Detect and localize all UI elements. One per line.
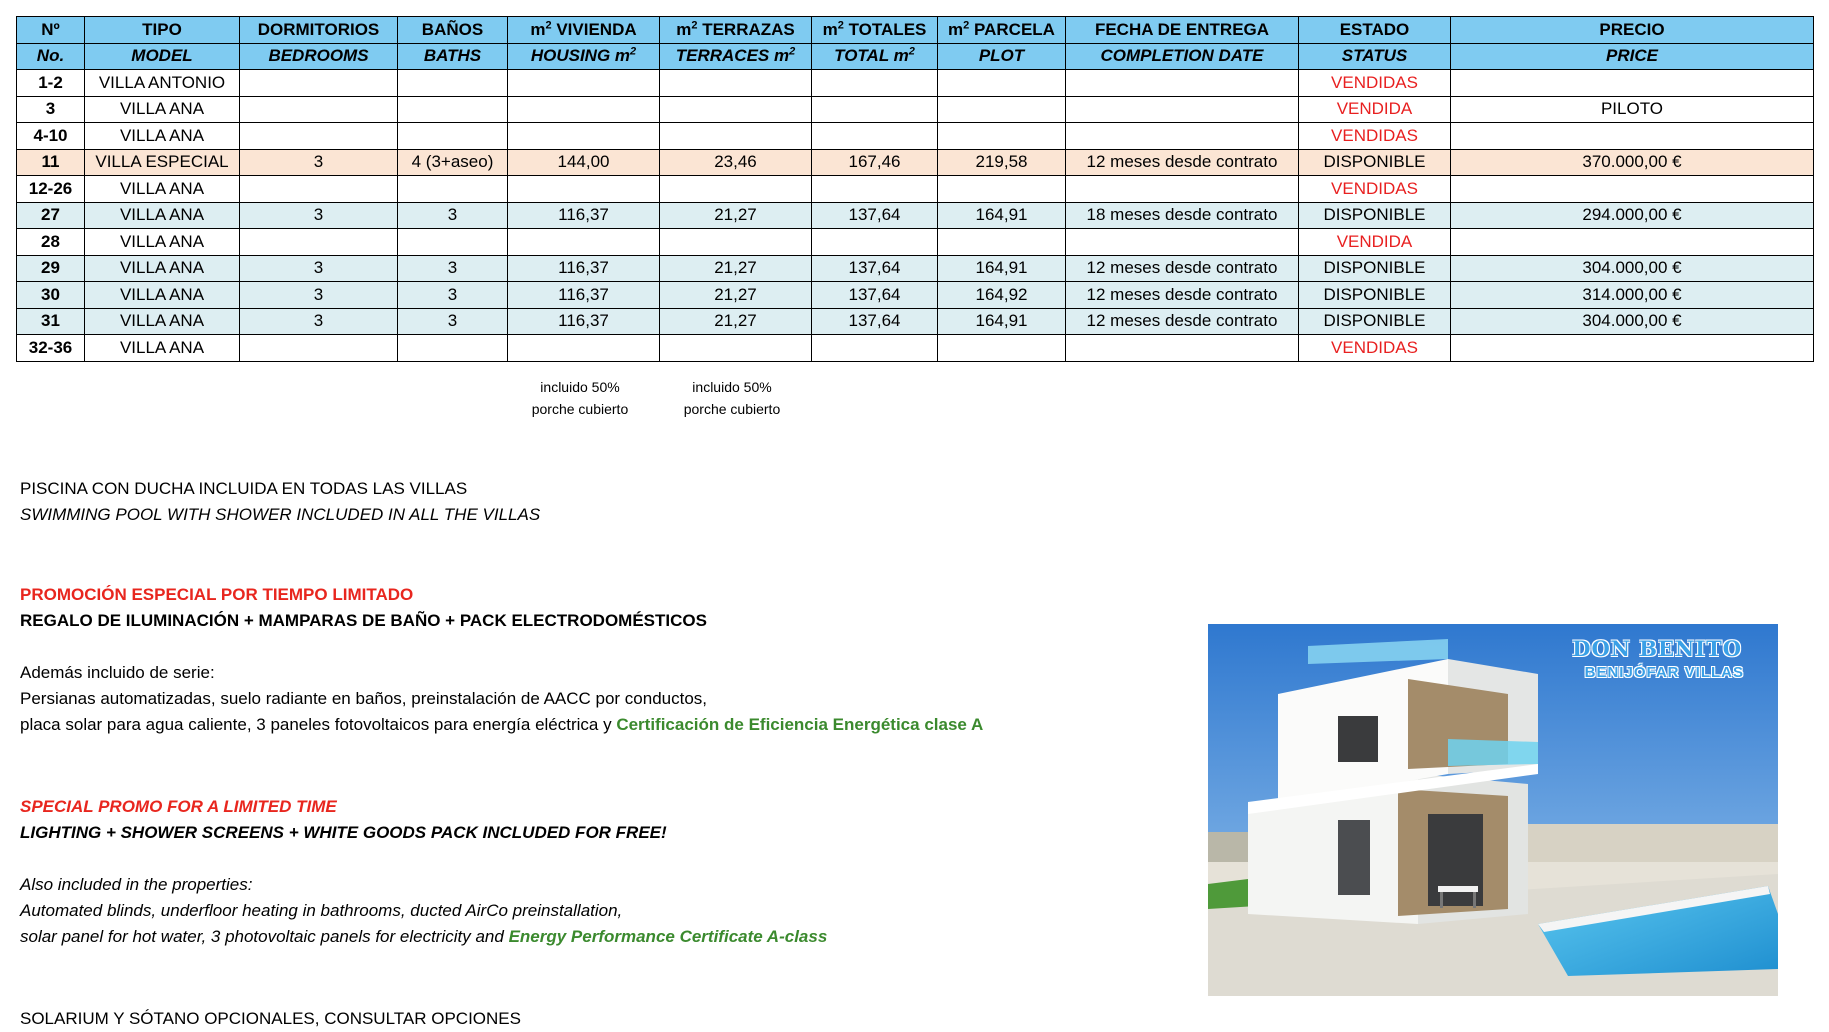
cell-price: 294.000,00 € (1451, 202, 1814, 229)
table-row (17, 229, 1814, 256)
cell-status: DISPONIBLE (1299, 255, 1451, 282)
cell-terraces (660, 123, 812, 150)
cell-no: 12-26 (17, 176, 85, 203)
table-row (17, 308, 1814, 335)
cell-bedrooms (240, 96, 398, 123)
promo-en-intro: Also included in the properties: (20, 875, 253, 894)
note-line: incluido 50% (692, 379, 772, 395)
promo-en-line2: solar panel for hot water, 3 photovoltaic panels for electricity and Energy Performance Certificate A-class (20, 927, 828, 946)
col-header: BATHS (398, 43, 508, 70)
col-header: HOUSING $m^2$ (508, 43, 660, 70)
cell-completion: 12 meses desde contrato (1066, 308, 1299, 335)
cell-total (812, 96, 938, 123)
col-header: $m^2$ VIVIENDA (508, 17, 660, 44)
promo-es-title: PROMOCIÓN ESPECIAL POR TIEMPO LIMITADO (20, 585, 414, 604)
col-header: STATUS (1299, 43, 1451, 70)
cell-model: VILLA ESPECIAL (85, 149, 240, 176)
cell-model: VILLA ANA (85, 176, 240, 203)
cell-price (1451, 335, 1814, 362)
cell-total: 137,64 (812, 282, 938, 309)
cell-plot (938, 70, 1066, 97)
cell-bedrooms: 3 (240, 149, 398, 176)
cell-terraces: 21,27 (660, 308, 812, 335)
table-row (17, 149, 1814, 176)
cell-model: VILLA ANA (85, 308, 240, 335)
cell-housing (508, 229, 660, 256)
cell-completion: 18 meses desde contrato (1066, 202, 1299, 229)
cell-plot (938, 123, 1066, 150)
col-header: MODEL (85, 43, 240, 70)
cell-no: 3 (17, 96, 85, 123)
cell-price: 370.000,00 € (1451, 149, 1814, 176)
cell-housing (508, 335, 660, 362)
col-header: FECHA DE ENTREGA (1066, 17, 1299, 44)
table (1438, 886, 1478, 892)
cell-completion (1066, 123, 1299, 150)
col-header: PLOT (938, 43, 1066, 70)
cell-bedrooms (240, 229, 398, 256)
col-header: DORMITORIOS (240, 17, 398, 44)
cell-plot (938, 96, 1066, 123)
col-header: $m^2$ TERRAZAS (660, 17, 812, 44)
pool-section (20, 476, 540, 528)
pool-text-en: SWIMMING POOL WITH SHOWER INCLUDED IN ALL THE VILLAS (20, 505, 541, 524)
cell-total (812, 123, 938, 150)
cell-model: VILLA ANA (85, 255, 240, 282)
col-header: COMPLETION DATE (1066, 43, 1299, 70)
cell-completion (1066, 335, 1299, 362)
cell-bedrooms (240, 176, 398, 203)
cell-baths (398, 123, 508, 150)
villa-photo (1208, 624, 1778, 996)
cell-price: 304.000,00 € (1451, 308, 1814, 335)
promo-en-title: SPECIAL PROMO FOR A LIMITED TIME (20, 797, 337, 816)
table-row (17, 335, 1814, 362)
cell-no: 29 (17, 255, 85, 282)
cell-no: 4-10 (17, 123, 85, 150)
cell-terraces (660, 176, 812, 203)
table-body (17, 70, 1814, 362)
cell-price (1451, 70, 1814, 97)
promo-es-line1: Persianas automatizadas, suelo radiante en baños, preinstalación de AACC por conductos, (20, 689, 708, 708)
table-leg (1440, 892, 1443, 908)
table-row (17, 282, 1814, 309)
col-header: BAÑOS (398, 17, 508, 44)
cell-baths: 3 (398, 282, 508, 309)
cell-no: 27 (17, 202, 85, 229)
solarium-text: SOLARIUM Y SÓTANO OPCIONALES, CONSULTAR OPCIONES (20, 1009, 521, 1028)
cell-plot: 164,92 (938, 282, 1066, 309)
cell-price (1451, 229, 1814, 256)
cell-housing: 116,37 (508, 255, 660, 282)
cell-status: DISPONIBLE (1299, 202, 1451, 229)
cell-status: VENDIDA (1299, 229, 1451, 256)
balcony-glass (1448, 739, 1538, 766)
col-header: PRICE (1451, 43, 1814, 70)
cell-price: PILOTO (1451, 96, 1814, 123)
cell-bedrooms: 3 (240, 282, 398, 309)
promo-es-line2: placa solar para agua caliente, 3 paneles fotovoltaicos para energía eléctrica y Certificación de Eficiencia Energética clase A (20, 715, 984, 734)
promo-es-subtitle: REGALO DE ILUMINACIÓN + MAMPARAS DE BAÑO + PACK ELECTRODOMÉSTICOS (20, 611, 707, 630)
promo-en-subtitle: LIGHTING + SHOWER SCREENS + WHITE GOODS PACK INCLUDED FOR FREE! (20, 823, 667, 842)
cell-no: 28 (17, 229, 85, 256)
cell-plot: 219,58 (938, 149, 1066, 176)
cell-bedrooms: 3 (240, 202, 398, 229)
cell-housing: 144,00 (508, 149, 660, 176)
table-row (17, 96, 1814, 123)
terraces-note (664, 376, 800, 420)
col-header: PRECIO (1451, 17, 1814, 44)
cell-price: 304.000,00 € (1451, 255, 1814, 282)
cell-completion (1066, 96, 1299, 123)
col-header: BEDROOMS (240, 43, 398, 70)
cell-terraces: 23,46 (660, 149, 812, 176)
cell-baths (398, 229, 508, 256)
col-header: ESTADO (1299, 17, 1451, 44)
promo-es-intro: Además incluido de serie: (20, 663, 215, 682)
cell-status: VENDIDAS (1299, 70, 1451, 97)
note-line: incluido 50% (540, 379, 620, 395)
pool-text-es: PISCINA CON DUCHA INCLUIDA EN TODAS LAS VILLAS (20, 479, 468, 498)
table-header (17, 17, 1814, 70)
cell-baths: 3 (398, 308, 508, 335)
cell-terraces (660, 229, 812, 256)
cell-baths: 3 (398, 202, 508, 229)
promo-en-line1: Automated blinds, underfloor heating in bathrooms, ducted AirCo preinstallation, (20, 901, 623, 920)
cell-bedrooms: 3 (240, 255, 398, 282)
col-header: TIPO (85, 17, 240, 44)
cell-price: 314.000,00 € (1451, 282, 1814, 309)
cell-total: 137,64 (812, 308, 938, 335)
distant-town (1528, 824, 1778, 862)
cell-plot (938, 335, 1066, 362)
cell-status: VENDIDAS (1299, 176, 1451, 203)
cell-housing (508, 70, 660, 97)
cell-terraces: 21,27 (660, 255, 812, 282)
cell-baths (398, 96, 508, 123)
cell-status: DISPONIBLE (1299, 282, 1451, 309)
cell-price (1451, 123, 1814, 150)
cell-model: VILLA ANA (85, 96, 240, 123)
cell-terraces (660, 70, 812, 97)
logo-subtext: BENIJÓFAR VILLAS (1584, 664, 1744, 681)
cell-plot (938, 176, 1066, 203)
cell-baths: 3 (398, 255, 508, 282)
table-leg (1473, 892, 1476, 908)
cell-completion: 12 meses desde contrato (1066, 255, 1299, 282)
header-row-es (17, 17, 1814, 44)
cell-total: 137,64 (812, 255, 938, 282)
cell-terraces (660, 96, 812, 123)
cell-terraces: 21,27 (660, 282, 812, 309)
promo-es-cert: Certificación de Eficiencia Energética clase A (616, 715, 984, 734)
col-header: $m^2$ TOTALES (812, 17, 938, 44)
cell-housing (508, 176, 660, 203)
promo-en-section (20, 794, 827, 950)
cell-status: VENDIDA (1299, 96, 1451, 123)
cell-total (812, 335, 938, 362)
cell-baths (398, 176, 508, 203)
cell-total (812, 70, 938, 97)
note-line: porche cubierto (531, 401, 629, 417)
cell-model: VILLA ANA (85, 202, 240, 229)
col-header: Nº (17, 17, 85, 44)
cell-model: VILLA ANA (85, 229, 240, 256)
cell-bedrooms (240, 123, 398, 150)
cell-status: VENDIDAS (1299, 123, 1451, 150)
col-header: TOTAL $m^2$ (812, 43, 938, 70)
cell-model: VILLA ANA (85, 282, 240, 309)
table-row (17, 255, 1814, 282)
cell-no: 11 (17, 149, 85, 176)
cell-housing: 116,37 (508, 282, 660, 309)
cell-baths (398, 70, 508, 97)
cell-total: 137,64 (812, 202, 938, 229)
upper-window (1338, 716, 1378, 762)
cell-bedrooms: 3 (240, 308, 398, 335)
cell-completion (1066, 70, 1299, 97)
header-row-en (17, 43, 1814, 70)
cell-housing: 116,37 (508, 202, 660, 229)
col-header: $m^2$ PARCELA (938, 17, 1066, 44)
cell-plot (938, 229, 1066, 256)
promo-en-cert: Energy Performance Certificate A-class (508, 927, 828, 946)
cell-total (812, 176, 938, 203)
cell-plot: 164,91 (938, 255, 1066, 282)
cell-baths (398, 335, 508, 362)
table-row (17, 123, 1814, 150)
cell-housing: 116,37 (508, 308, 660, 335)
col-header: TERRACES $m^2$ (660, 43, 812, 70)
cell-completion (1066, 176, 1299, 203)
cell-model: VILLA ANTONIO (85, 70, 240, 97)
cell-total: 167,46 (812, 149, 938, 176)
logo-text: DON BENITO (1572, 636, 1742, 661)
cell-model: VILLA ANA (85, 123, 240, 150)
cell-plot: 164,91 (938, 202, 1066, 229)
cell-bedrooms (240, 335, 398, 362)
table-row (17, 202, 1814, 229)
cell-plot: 164,91 (938, 308, 1066, 335)
cell-completion: 12 meses desde contrato (1066, 149, 1299, 176)
price-table (16, 16, 1814, 362)
cell-completion (1066, 229, 1299, 256)
cell-no: 31 (17, 308, 85, 335)
cell-housing (508, 96, 660, 123)
cell-bedrooms (240, 70, 398, 97)
cell-no: 32-36 (17, 335, 85, 362)
cell-status: VENDIDAS (1299, 335, 1451, 362)
housing-note (512, 376, 648, 420)
cell-status: DISPONIBLE (1299, 149, 1451, 176)
cell-status: DISPONIBLE (1299, 308, 1451, 335)
note-line: porche cubierto (683, 401, 781, 417)
cell-price (1451, 176, 1814, 203)
col-header: No. (17, 43, 85, 70)
cell-terraces (660, 335, 812, 362)
cell-total (812, 229, 938, 256)
door (1338, 820, 1370, 895)
table-row (17, 70, 1814, 97)
cell-no: 1-2 (17, 70, 85, 97)
cell-terraces: 21,27 (660, 202, 812, 229)
promo-es-section (20, 582, 983, 738)
cell-no: 30 (17, 282, 85, 309)
cell-housing (508, 123, 660, 150)
table-row (17, 176, 1814, 203)
cell-baths: 4 (3+aseo) (398, 149, 508, 176)
cell-model: VILLA ANA (85, 335, 240, 362)
cell-completion: 12 meses desde contrato (1066, 282, 1299, 309)
